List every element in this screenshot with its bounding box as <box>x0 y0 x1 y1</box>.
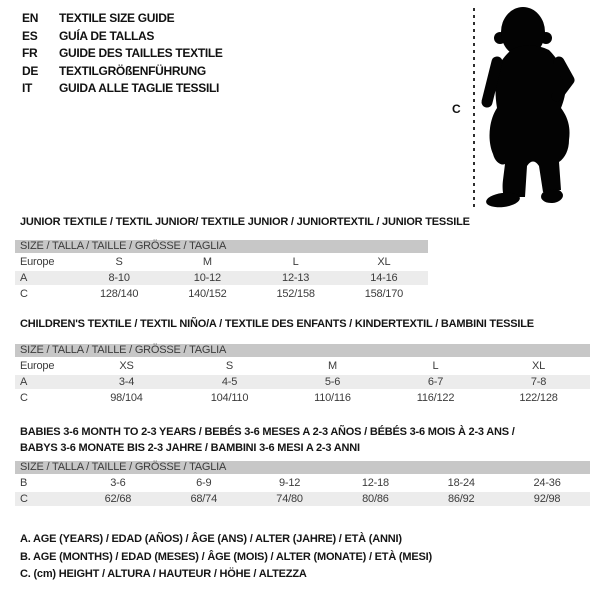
row-value: 4-5 <box>221 376 238 388</box>
legend-line-b: B. AGE (MONTHS) / EDAD (MESES) / ÂGE (MOIS) / ALTER (MONATE) / ETÀ (MESI) <box>20 550 432 563</box>
row-value: 14-16 <box>370 272 398 284</box>
size-header-bar: SIZE / TALLA / TAILLE / GRÖSSE / TAGLIA <box>15 461 590 474</box>
table-rows <box>15 255 428 301</box>
size-header-bar: SIZE / TALLA / TAILLE / GRÖSSE / TAGLIA <box>15 344 590 357</box>
size-table-junior <box>15 216 470 303</box>
row-label: A <box>20 272 28 284</box>
row-value: 12-13 <box>282 272 310 284</box>
row-value: 62/68 <box>104 493 132 505</box>
row-value: 116/122 <box>416 392 455 404</box>
lang-code: EN <box>22 11 39 25</box>
row-value: M <box>328 360 337 372</box>
row-value: 122/128 <box>519 392 558 404</box>
size-table-babies <box>15 424 590 508</box>
row-value: 12-18 <box>361 477 389 489</box>
row-value: L <box>432 360 439 372</box>
table-row <box>15 375 590 389</box>
legend-line-c: C. (cm) HEIGHT / ALTURA / HAUTEUR / HÖHE / ALTEZZA <box>20 568 307 580</box>
row-value: 68/74 <box>190 493 217 505</box>
table-title: BABIES 3-6 MONTH TO 2-3 YEARS / BEBÉS 3-6 MESES A 2-3 AÑOS / BÉBÉS 3-6 MOIS À 2-3 ANS / <box>20 426 515 438</box>
row-value: 158/170 <box>364 288 404 300</box>
table-row <box>15 287 428 301</box>
row-value: 110/116 <box>314 392 351 404</box>
row-value: 8-10 <box>108 272 130 284</box>
lang-title: GUÍA DE TALLAS <box>59 28 155 43</box>
lang-code: DE <box>22 63 39 78</box>
row-value: 80/86 <box>362 493 389 505</box>
height-dashed-line <box>473 8 475 207</box>
row-value: 86/92 <box>447 493 475 505</box>
table-rows <box>15 476 590 506</box>
row-label: C <box>20 288 28 300</box>
table-row <box>15 271 428 285</box>
row-value: 98/104 <box>110 392 143 404</box>
lang-row-en <box>22 10 223 28</box>
row-value: 9-12 <box>278 477 301 489</box>
lang-code: IT <box>22 81 33 95</box>
row-value: XS <box>119 360 134 372</box>
row-value: 104/110 <box>210 392 249 404</box>
row-value: 7-8 <box>530 376 547 388</box>
row-value: S <box>115 256 123 268</box>
row-value: 128/140 <box>99 288 139 300</box>
lang-title: TEXTILGRÖßENFÜHRUNG <box>59 63 206 78</box>
lang-code: FR <box>22 46 38 60</box>
lang-code: ES <box>22 28 38 43</box>
lang-row-it <box>22 80 223 98</box>
lang-row-de <box>22 63 223 81</box>
table-row <box>15 255 428 269</box>
table-row <box>15 476 590 490</box>
row-label: C <box>20 392 28 404</box>
row-label: A <box>20 376 28 388</box>
row-value: 18-24 <box>447 477 475 489</box>
lang-title: GUIDA ALLE TAGLIE TESSILI <box>59 81 220 95</box>
row-label: Europe <box>20 360 55 372</box>
row-label: Europe <box>20 256 55 268</box>
row-value: 92/98 <box>533 493 561 505</box>
table-row <box>15 391 590 405</box>
lang-row-es <box>22 28 223 46</box>
table-title: CHILDREN'S TEXTILE / TEXTIL NIÑO/A / TEXTILE DES ENFANTS / KINDERTEXTIL / BAMBINI TESSILE <box>20 318 534 330</box>
table-row <box>15 492 590 506</box>
row-value: L <box>292 256 299 268</box>
size-header-bar: SIZE / TALLA / TAILLE / GRÖSSE / TAGLIA <box>15 240 428 253</box>
lang-title: TEXTILE SIZE GUIDE <box>59 11 175 25</box>
lang-title: GUIDE DES TAILLES TEXTILE <box>59 46 223 60</box>
language-guide-list <box>22 10 223 98</box>
row-value: 24-36 <box>533 477 561 489</box>
row-label: B <box>20 477 28 489</box>
legend <box>20 531 432 584</box>
row-value: 3-6 <box>110 477 126 489</box>
row-value: 3-4 <box>118 376 135 388</box>
row-value: 140/152 <box>188 288 227 300</box>
row-value: XL <box>531 360 546 372</box>
row-label: C <box>20 493 28 505</box>
height-measure-label: C <box>452 102 461 116</box>
table-title-line2: BABYS 3-6 MONATE BIS 2-3 JAHRE / BAMBINI 3-6 MESI A 2-3 ANNI <box>20 442 360 454</box>
row-value: 10-12 <box>193 272 221 284</box>
row-value: XL <box>377 256 391 268</box>
row-value: 5-6 <box>324 376 341 388</box>
row-value: S <box>225 360 234 372</box>
table-row <box>15 359 590 373</box>
row-value: 6-9 <box>196 477 212 489</box>
table-title: JUNIOR TEXTILE / TEXTIL JUNIOR/ TEXTILE JUNIOR / JUNIORTEXTIL / JUNIOR TESSILE <box>20 216 470 228</box>
table-rows <box>15 359 590 405</box>
legend-line-a: A. AGE (YEARS) / EDAD (AÑOS) / ÂGE (ANS) / ALTER (JAHRE) / ETÀ (ANNI) <box>20 533 402 545</box>
row-value: 6-7 <box>427 376 444 388</box>
lang-row-fr <box>22 45 223 63</box>
row-value: 152/158 <box>276 288 315 300</box>
baby-silhouette-figure <box>477 4 593 212</box>
row-value: M <box>202 256 212 268</box>
size-table-children <box>15 318 590 407</box>
row-value: 74/80 <box>276 493 303 505</box>
